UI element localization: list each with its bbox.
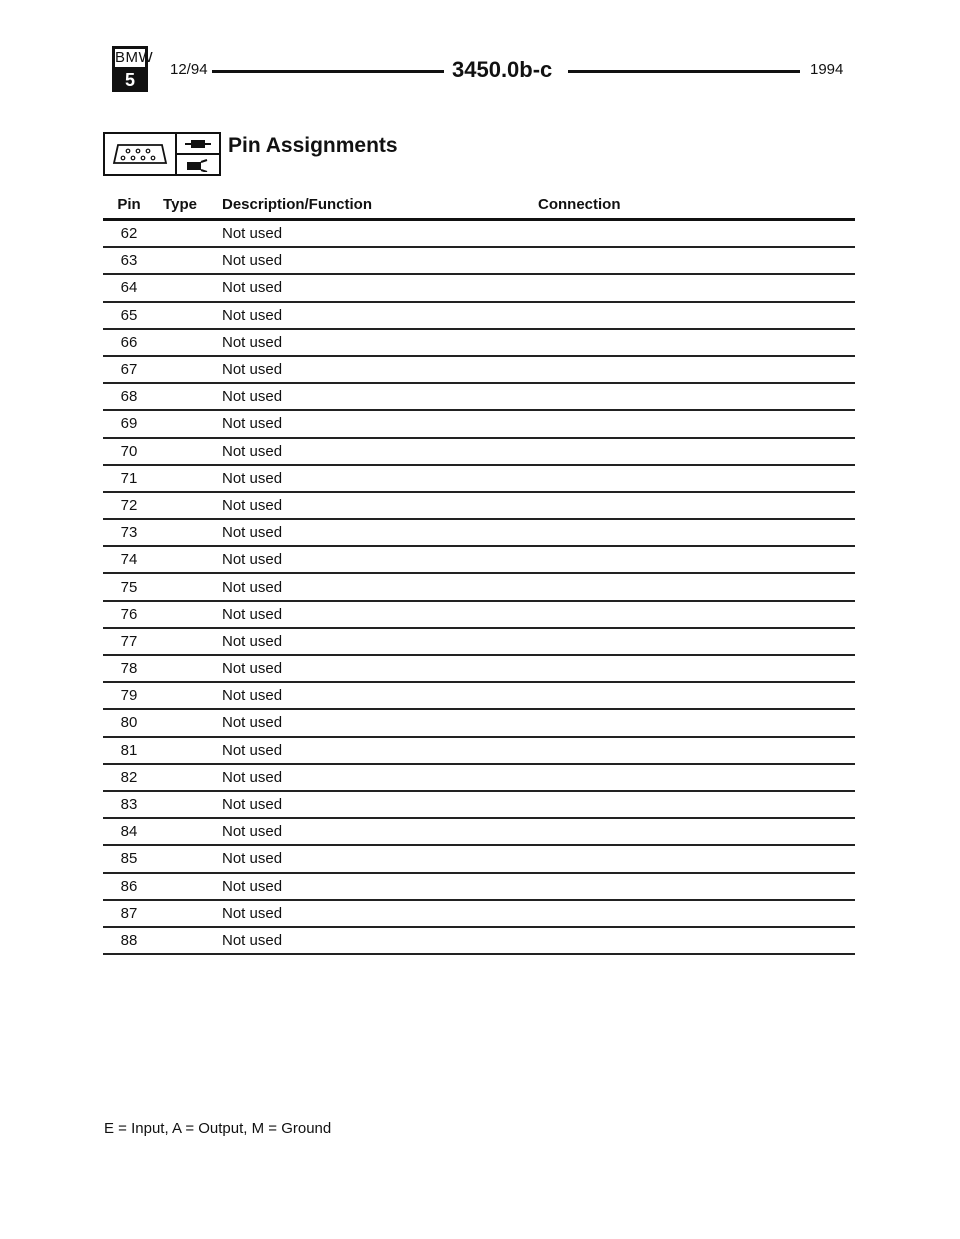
description-cell: Not used: [222, 687, 283, 705]
pin-cell: 72: [120, 496, 138, 514]
table-row: [103, 248, 855, 275]
pin-cell: 87: [120, 904, 138, 922]
pin-cell: 74: [120, 551, 138, 569]
pin-cell: 63: [120, 252, 138, 270]
table-row: [103, 683, 855, 710]
description-cell: Not used: [222, 333, 283, 351]
description-cell: Not used: [222, 877, 283, 895]
pin-male-icon: [177, 134, 219, 155]
pin-cell: 77: [120, 632, 138, 650]
pin-cell: 81: [120, 741, 138, 759]
column-header-description: Description/Function: [222, 196, 372, 213]
logo-brand: BMW: [115, 49, 145, 69]
pin-cell: 64: [120, 279, 138, 297]
type-legend: E = Input, A = Output, M = Ground: [104, 1120, 332, 1137]
pin-cell: 86: [120, 877, 138, 895]
pin-cell: 85: [120, 850, 138, 868]
table-row: [103, 710, 855, 737]
document-id: 3450.0b-c: [452, 57, 553, 82]
logo-series: 5: [115, 69, 145, 91]
description-cell: Not used: [222, 632, 283, 650]
table-row: [103, 303, 855, 330]
table-body: [103, 221, 855, 955]
description-cell: Not used: [222, 660, 283, 678]
description-cell: Not used: [222, 904, 283, 922]
table-row: [103, 439, 855, 466]
pin-cell: 73: [120, 524, 138, 542]
column-header-connection: Connection: [538, 196, 621, 213]
description-cell: Not used: [222, 388, 283, 406]
pin-cell: 84: [120, 823, 138, 841]
description-cell: Not used: [222, 279, 283, 297]
table-row: [103, 493, 855, 520]
pin-cell: 68: [120, 388, 138, 406]
table-row: [103, 574, 855, 601]
description-cell: Not used: [222, 850, 283, 868]
table-row: [103, 901, 855, 928]
pin-cell: 65: [120, 306, 138, 324]
pin-female-icon: [177, 155, 219, 174]
table-row: [103, 738, 855, 765]
header-rule-right: [568, 70, 800, 73]
table-row: [103, 874, 855, 901]
pin-cell: 82: [120, 768, 138, 786]
table-row: [103, 819, 855, 846]
description-cell: Not used: [222, 823, 283, 841]
description-cell: Not used: [222, 741, 283, 759]
description-cell: Not used: [222, 768, 283, 786]
table-row: [103, 602, 855, 629]
column-header-type: Type: [163, 196, 197, 213]
table-row: [103, 275, 855, 302]
table-row: [103, 520, 855, 547]
table-header: [103, 196, 855, 221]
description-cell: Not used: [222, 524, 283, 542]
table-row: [103, 765, 855, 792]
description-cell: Not used: [222, 714, 283, 732]
description-cell: Not used: [222, 931, 283, 949]
table-row: [103, 792, 855, 819]
section-title: Pin Assignments: [228, 134, 398, 157]
table-row: [103, 928, 855, 955]
header-date: 12/94: [170, 61, 208, 78]
pin-cell: 70: [120, 442, 138, 460]
table-row: [103, 547, 855, 574]
header-rule-left: [212, 70, 444, 73]
table-row: [103, 629, 855, 656]
description-cell: Not used: [222, 361, 283, 379]
description-cell: Not used: [222, 605, 283, 623]
pin-cell: 62: [120, 225, 138, 243]
description-cell: Not used: [222, 252, 283, 270]
column-header-pin: Pin: [117, 196, 141, 213]
description-cell: Not used: [222, 415, 283, 433]
connector-icon-box: [103, 132, 221, 176]
bmw-5-series-logo: [112, 46, 154, 92]
description-cell: Not used: [222, 306, 283, 324]
table-row: [103, 411, 855, 438]
table-row: [103, 846, 855, 873]
connector-plug-icon: [105, 134, 177, 174]
table-row: [103, 466, 855, 493]
pin-assignment-table: [103, 196, 855, 955]
pin-cell: 88: [120, 931, 138, 949]
description-cell: Not used: [222, 225, 283, 243]
pin-cell: 71: [120, 469, 138, 487]
header-year: 1994: [810, 61, 844, 78]
pin-cell: 80: [120, 714, 138, 732]
description-cell: Not used: [222, 442, 283, 460]
table-row: [103, 221, 855, 248]
description-cell: Not used: [222, 578, 283, 596]
table-row: [103, 656, 855, 683]
pin-cell: 66: [120, 333, 138, 351]
table-row: [103, 384, 855, 411]
description-cell: Not used: [222, 551, 283, 569]
pin-cell: 69: [120, 415, 138, 433]
pin-cell: 75: [120, 578, 138, 596]
description-cell: Not used: [222, 469, 283, 487]
description-cell: Not used: [222, 796, 283, 814]
pin-cell: 76: [120, 605, 138, 623]
pin-cell: 67: [120, 361, 138, 379]
description-cell: Not used: [222, 496, 283, 514]
pin-cell: 78: [120, 660, 138, 678]
pin-cell: 79: [120, 687, 138, 705]
table-row: [103, 330, 855, 357]
pin-cell: 83: [120, 796, 138, 814]
table-row: [103, 357, 855, 384]
